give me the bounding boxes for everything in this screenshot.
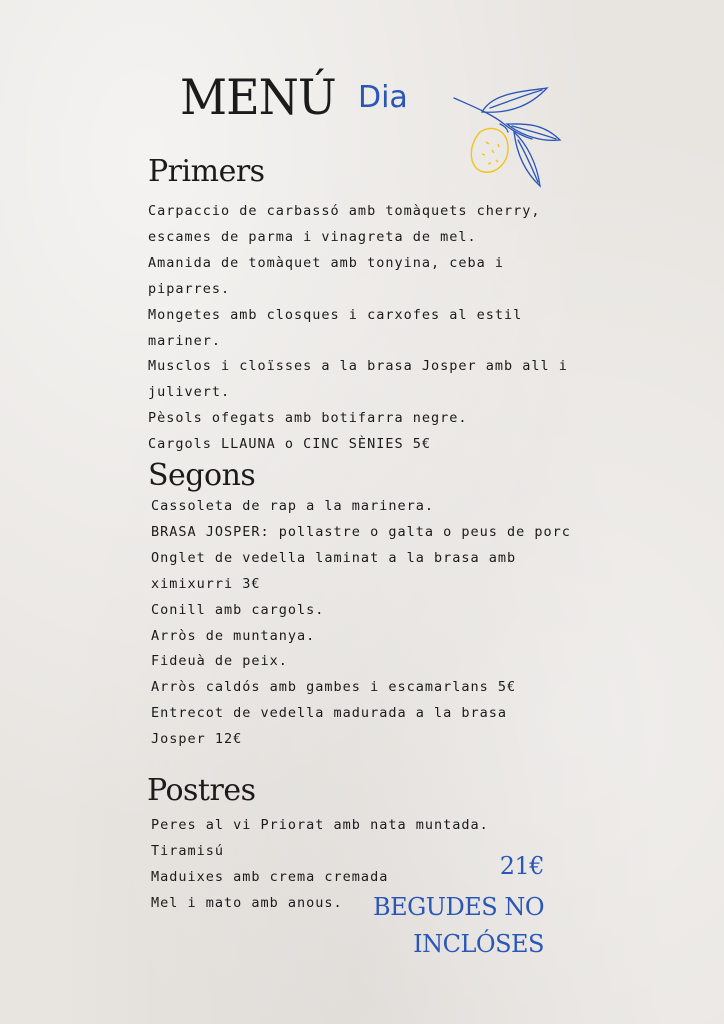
list-item: escames de parma i vinagreta de mel. [148, 228, 477, 245]
list-item: Musclos i cloïsses a la brasa Josper amb all i [148, 358, 568, 375]
menu-title: MENÚ [180, 68, 336, 126]
list-item: Cargols LLAUNA o CINC SÈNIES 5€ [148, 436, 431, 453]
list-item: Onglet de vedella laminat a la brasa amb [151, 549, 517, 566]
list-item: Conill amb cargols. [151, 601, 325, 618]
list-item: julivert. [148, 384, 231, 401]
list-item: Carpaccio de carbassó amb tomàquets cherry, [148, 203, 541, 219]
lemon-branch-icon [452, 84, 567, 194]
list-item: Amanida de tomàquet amb tonyina, ceba i [148, 254, 504, 271]
list-item: Maduixes amb crema cremada [151, 868, 389, 885]
list-item: BRASA JOSPER: pollastre o galta o peus de porc [151, 523, 571, 540]
section-title-postres: Postres [147, 773, 256, 808]
list-item: Entrecot de vedella madurada a la brasa [151, 705, 507, 722]
section-title-segons: Segons [148, 458, 256, 493]
list-item: Arròs de muntanya. [151, 627, 316, 644]
list-item: Peres al vi Priorat amb nata muntada. [151, 817, 489, 833]
section-title-primers: Primers [148, 154, 265, 189]
list-item: Pèsols ofegats amb botifarra negre. [148, 410, 468, 427]
list-item: Fideuà de peix. [151, 653, 288, 670]
list-item: mariner. [148, 332, 222, 349]
segons-list [151, 494, 571, 753]
menu-subtitle: Dia [358, 80, 408, 115]
drinks-note-line2: INCLÓSES [413, 930, 544, 958]
list-item: piparres. [148, 280, 231, 297]
list-item: Josper 12€ [151, 731, 243, 748]
drinks-note-line1: BEGUDES NO [372, 893, 544, 921]
list-item: Mongetes amb closques i carxofes al estil [148, 306, 523, 323]
list-item: Arròs caldós amb gambes i escamarlans 5€ [151, 679, 517, 696]
list-item: Cassoleta de rap a la marinera. [151, 498, 434, 514]
list-item: Mel i mato amb anous. [151, 894, 343, 911]
primers-list [148, 199, 568, 458]
list-item: ximixurri 3€ [151, 575, 261, 592]
list-item: Tiramisú [151, 842, 225, 859]
menu-price: 21€ [499, 852, 544, 880]
